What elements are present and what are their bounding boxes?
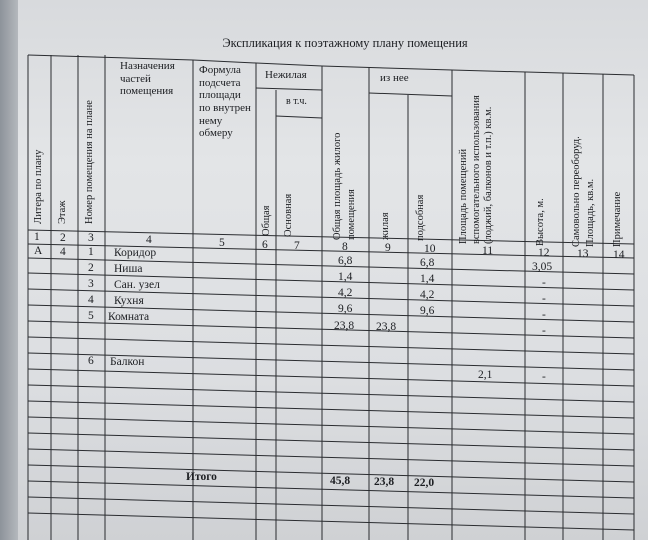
header-litera: Литера по плану: [33, 149, 44, 224]
cell-other-area: 2,1: [478, 369, 493, 381]
col-num: 13: [577, 248, 589, 260]
col-num: 2: [60, 232, 66, 244]
cell-total-area: 23,8: [334, 320, 355, 332]
header-living: жилая: [380, 212, 391, 240]
col-num: 11: [482, 245, 494, 257]
cell-room-name: Комната: [108, 311, 150, 323]
header-nonres-total: Общая: [261, 205, 272, 236]
header-total-area: Общая площадь жилого помещения: [332, 132, 358, 240]
header-aux-use-area: Площадь помещений вспомогательного использования (лоджий, балконов и т.п.) кв.м.: [458, 95, 495, 244]
cell-total-area: 6,8: [338, 255, 353, 267]
cell-room-number: 4: [88, 294, 94, 306]
cell-room-name: Ниша: [114, 263, 143, 275]
cell-aux-area: 9,6: [420, 305, 435, 317]
cell-room-number: 1: [88, 246, 94, 258]
col-num: 5: [219, 237, 225, 249]
cell-room-name: Коридор: [114, 247, 157, 259]
cell-aux-area: 4,2: [420, 289, 435, 301]
cell-height: -: [542, 277, 546, 289]
col-num: 14: [613, 249, 625, 261]
totals-living-area: 23,8: [374, 476, 395, 488]
cell-floor: 4: [60, 246, 66, 258]
col-num: 6: [262, 239, 268, 251]
header-nonres-main: Основная: [283, 193, 294, 237]
cell-room-name: Кухня: [114, 295, 144, 307]
col-num: 7: [294, 240, 300, 252]
cell-total-area: 9,6: [338, 303, 353, 315]
col-num: 1: [34, 231, 40, 243]
cell-height: -: [542, 309, 546, 321]
header-auxiliary: подсобная: [415, 194, 426, 241]
cell-height: -: [542, 293, 546, 305]
cell-room-number: 6: [88, 355, 94, 367]
cell-height: -: [542, 371, 546, 383]
cell-room-name: Балкон: [110, 356, 145, 368]
col-num: 10: [424, 243, 436, 255]
cell-total-area: 4,2: [338, 287, 353, 299]
header-nonresidential: Нежилая: [265, 69, 307, 81]
col-num: 12: [538, 247, 550, 259]
cell-room-name: Сан. узел: [114, 279, 160, 291]
cell-living-area: 23,8: [376, 321, 397, 333]
col-num: 8: [342, 241, 348, 253]
header-height: Высота, м.: [535, 198, 546, 246]
cell-litera: А: [34, 245, 43, 257]
cell-aux-area: 6,8: [420, 257, 435, 269]
header-note: Примечание: [612, 191, 623, 247]
totals-total-area: 45,8: [330, 475, 351, 487]
header-unauthorized: Самовольно переоборуд. Площадь, кв.м.: [571, 136, 597, 247]
cell-room-number: 3: [88, 278, 94, 290]
cell-height: 3,05: [532, 261, 553, 273]
col-num: 3: [88, 232, 94, 244]
document-title: Экспликация к поэтажному плану помещения: [222, 36, 468, 50]
header-floor: Этаж: [57, 200, 68, 224]
header-room-purpose: Назначения частей помещения: [120, 60, 175, 98]
cell-room-number: 5: [88, 310, 94, 322]
totals-label: Итого: [186, 471, 217, 483]
header-formula: Формула подсчета площади по внутрен нему обмеру: [199, 64, 251, 140]
cell-total-area: 1,4: [338, 271, 353, 283]
totals-aux-area: 22,0: [414, 477, 435, 489]
header-room-number: Номер помещения на плане: [84, 100, 95, 224]
header-incl: в т.ч.: [286, 96, 307, 107]
col-num: 9: [385, 242, 391, 254]
header-of-which: из нее: [380, 72, 409, 84]
cell-room-number: 2: [88, 262, 94, 274]
cell-aux-area: 1,4: [420, 273, 435, 285]
cell-height: -: [542, 325, 546, 337]
col-num: 4: [146, 234, 152, 246]
